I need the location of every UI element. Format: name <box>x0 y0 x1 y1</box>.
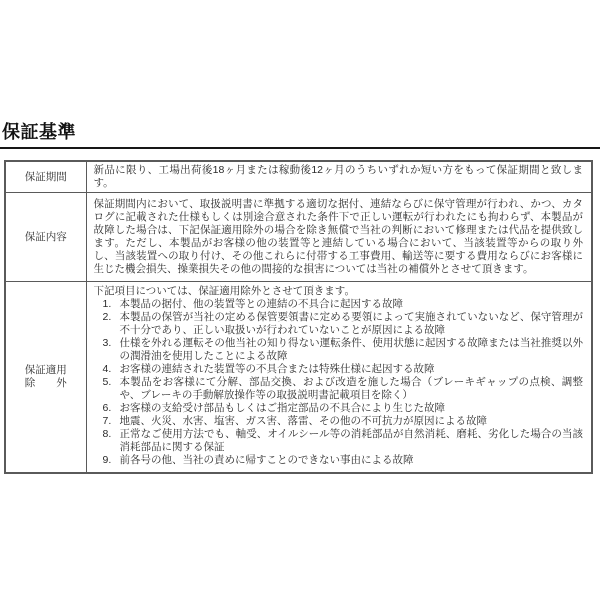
exclusion-item-5 <box>103 376 584 402</box>
row-header-exclusion-line1: 保証適用 <box>24 364 67 376</box>
exclusion-item-number: 1. <box>102 298 112 310</box>
exclusion-item-number: 7. <box>102 415 112 427</box>
exclusion-item-number: 2. <box>102 311 112 323</box>
exclusion-item-number: 4. <box>102 363 112 375</box>
table-row-coverage <box>5 193 592 282</box>
page-title: 保証基準 <box>2 122 76 142</box>
exclusion-item-9 <box>103 454 584 467</box>
exclusion-item-text: 前各号の他、当社の責めに帰すことのできない事由による故障 <box>119 454 414 466</box>
exclusion-item-number: 3. <box>102 337 112 349</box>
exclusion-item-text: 地震、火災、水害、塩害、ガス害、落雷、その他の不可抗力が原因による故障 <box>119 415 487 427</box>
row-header-exclusion <box>5 282 86 474</box>
exclusion-item-8 <box>103 428 584 454</box>
exclusion-item-text: 本製品の据付、他の装置等との連結の不具合に起因する故障 <box>119 298 403 310</box>
exclusion-item-6 <box>103 402 584 415</box>
exclusion-item-7 <box>103 415 584 428</box>
exclusion-item-1 <box>103 298 584 311</box>
exclusion-item-number: 6. <box>102 402 112 414</box>
exclusion-item-text: 本製品をお客様にて分解、部品交換、および改造を施した場合（ブレーキギャップの点検、調整や、ブレーキの手動解放操作等の取扱説明書記載項目を除く） <box>119 376 583 401</box>
exclusion-intro: 下記項目については、保証適用除外とさせて頂きます。 <box>93 285 355 297</box>
title-underline <box>0 147 600 149</box>
row-content-period: 新品に限り、工場出荷後18ヶ月または稼動後12ヶ月のうちいずれか短い方をもって保証期間と致します。 <box>86 161 592 193</box>
row-content-exclusion <box>86 282 592 474</box>
row-header-period: 保証期間 <box>5 161 86 193</box>
exclusion-item-2 <box>103 311 584 337</box>
exclusion-item-text: 正常なご使用方法でも、軸受、オイルシール等の消耗部品が自然消耗、磨耗、劣化した場合の当該消耗部品に関する保証 <box>119 428 583 453</box>
table-row-period <box>5 161 592 193</box>
row-header-exclusion-line2: 除 外 <box>24 377 67 389</box>
row-content-coverage: 保証期間内において、取扱説明書に準拠する適切な据付、連結ならびに保守管理が行われ、かつ、カタログに記載された仕様もしくは別途合意された条件下で正しい運転が行われたにも拘わらず、本製品が故障した場合は、下記保証適用除外の場合を除き無償で当社の判断において修理または代品を提供致します。ただし、本製品がお客様の他の装置等と連結している場合において、当該装置等からの取り外し、当該装置への取り付け、その他これらに付帯する工事費用、輸送等に要する費用ならびにお客様に生じた機会損失、操業損失その他の間接的な損害については当社の補償外とさせて頂きます。 <box>86 193 592 282</box>
exclusion-item-number: 5. <box>102 376 112 388</box>
exclusion-item-text: 本製品の保管が当社の定める保管要領書に定める要領によって実施されていないなど、保守管理が不十分であり、正しい取扱いが行われていないことが原因による故障 <box>119 311 583 336</box>
row-header-coverage: 保証内容 <box>5 193 86 282</box>
exclusion-item-number: 8. <box>102 428 112 440</box>
exclusion-item-text: お客様の連結された装置等の不具合または特殊仕様に起因する故障 <box>119 363 435 375</box>
exclusion-item-3 <box>103 337 584 363</box>
exclusion-item-number: 9. <box>102 454 112 466</box>
exclusion-item-text: 仕様を外れる運転その他当社の知り得ない運転条件、使用状態に起因する故障または当社推奨以外の潤滑油を使用したことによる故障 <box>119 337 583 362</box>
warranty-table <box>4 160 593 474</box>
exclusion-item-text: お客様の支給受け部品もしくはご指定部品の不具合により生じた故障 <box>119 402 445 414</box>
exclusion-item-4 <box>103 363 584 376</box>
table-row-exclusion <box>5 282 592 474</box>
